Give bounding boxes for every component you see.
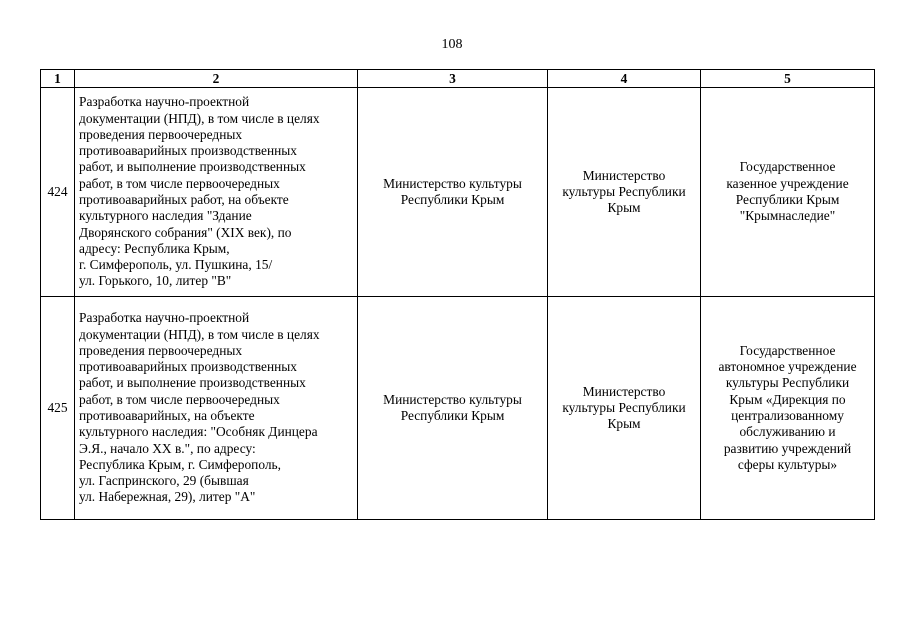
description-line: ул. Горького, 10, литер "В" <box>79 273 232 289</box>
cell-line: обслуживанию и <box>739 424 836 440</box>
header-col-2: 2 <box>75 70 358 88</box>
description-line: работ, и выполнение производственных <box>79 375 306 391</box>
page-number: 108 <box>441 37 463 52</box>
description-line: работ, и выполнение производственных <box>79 159 306 175</box>
cell-line: "Крымнаследие" <box>739 208 836 224</box>
row-responsible-executor <box>358 88 548 297</box>
row-number: 425 <box>41 297 75 520</box>
description-line: ул. Набережная, 29), литер "А" <box>79 489 256 505</box>
table-row <box>41 297 875 520</box>
header-col-5: 5 <box>701 70 875 88</box>
description-line: противоаварийных, на объекте <box>79 408 255 423</box>
description-line: работ, в том числе первоочередных <box>79 175 280 191</box>
cell-line: развитию учреждений <box>723 440 852 456</box>
cell-line: автономное учреждение <box>718 359 857 375</box>
description-line: противоаварийных работ, на объекте <box>79 192 289 207</box>
description-line: адресу: Республика Крым, <box>79 240 230 256</box>
description-line: проведения первоочередных <box>79 342 243 358</box>
description-line: Дворянского собрания" (XIX век), по <box>79 224 292 240</box>
cell-line: Республики Крым <box>735 192 840 207</box>
description-line: документации (НПД), в том числе в целях <box>79 110 320 126</box>
row-institution <box>701 88 875 297</box>
description-line: ул. Гаспринского, 29 (бывшая <box>79 473 249 489</box>
cell-line: Министерство <box>582 383 666 399</box>
row-ministry <box>548 88 701 297</box>
cell-line: Республики Крым <box>400 408 505 423</box>
description-line: Разработка научно-проектной <box>79 310 250 326</box>
row-number: 424 <box>41 88 75 297</box>
table-row <box>41 88 875 297</box>
row-description <box>75 88 358 297</box>
cell-line: сферы культуры» <box>737 456 838 472</box>
cell-line: Министерство культуры <box>383 391 522 407</box>
document-table <box>40 69 875 520</box>
row-ministry <box>548 297 701 520</box>
description-line: работ, в том числе первоочередных <box>79 391 280 407</box>
header-col-1: 1 <box>41 70 75 88</box>
row-institution <box>701 297 875 520</box>
cell-line: Крым «Дирекция по <box>729 391 846 407</box>
table-header-row <box>41 70 875 88</box>
cell-line: Государственное <box>739 159 836 175</box>
description-line: проведения первоочередных <box>79 126 243 142</box>
cell-line: Министерство <box>582 167 666 183</box>
cell-line: культуры Республики <box>562 183 686 199</box>
description-line: Разработка научно-проектной <box>79 94 250 110</box>
description-line: культурного наследия: "Особняк Динцера <box>79 424 318 440</box>
header-col-3: 3 <box>358 70 548 88</box>
cell-line: Крым <box>607 200 641 216</box>
description-line: документации (НПД), в том числе в целях <box>79 326 320 342</box>
cell-line: казенное учреждение <box>726 175 849 191</box>
cell-line: Республики Крым <box>400 192 505 207</box>
description-line: Республика Крым, г. Симферополь, <box>79 456 281 472</box>
cell-line: Государственное <box>739 342 836 358</box>
cell-line: Крым <box>607 416 641 432</box>
cell-line: централизованному <box>731 408 844 423</box>
cell-line: Министерство культуры <box>383 175 522 191</box>
cell-line: культуры Республики <box>725 375 850 391</box>
description-line: противоаварийных производственных <box>79 359 297 375</box>
description-line: г. Симферополь, ул. Пушкина, 15/ <box>79 257 273 273</box>
description-line: Э.Я., начало XX в.", по адресу: <box>79 440 256 456</box>
row-description <box>75 297 358 520</box>
description-line: культурного наследия "Здание <box>79 208 252 224</box>
row-responsible-executor <box>358 297 548 520</box>
header-col-4: 4 <box>548 70 701 88</box>
description-line: противоаварийных производственных <box>79 143 297 159</box>
cell-line: культуры Республики <box>562 399 686 415</box>
